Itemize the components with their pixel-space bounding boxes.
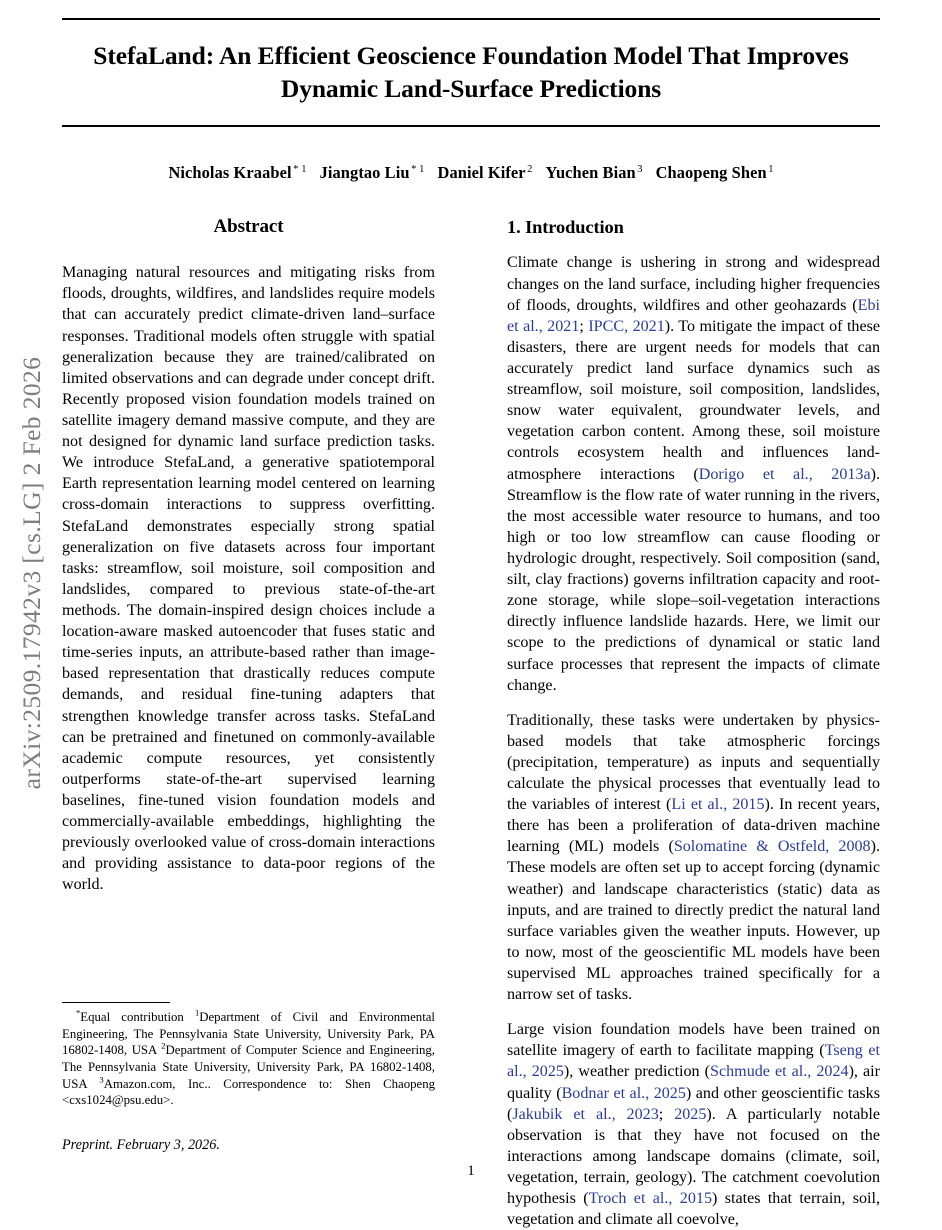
citation-link[interactable]: Schmude et al., 2024 — [710, 1063, 849, 1081]
author-affiliation-mark: * 1 — [411, 163, 425, 175]
citation-link[interactable]: Ebi et al., 2021 — [507, 296, 880, 335]
arxiv-stamp: arXiv:2509.17942v3 [cs.LG] 2 Feb 2026 — [17, 356, 46, 790]
intro-paragraph-1: Climate change is ushering in strong and widespread changes on the land surface, including higher frequencies of floods, droughts, wildfires and other geohazards (Ebi et al., 2021; IPCC, 2021). To mitigate the impact of these disasters, there are urgent needs for models that can accurately predict land surface dynamics such as streamflow, soil moisture, soil composition, landslides, snow water equivalent, groundwater levels, and vegetation carbon content. Among these, soil moisture controls ecosystem health and influences land-atmosphere interactions (Dorigo et al., 2013a). Streamflow is the flow rate of water running in the rivers, the most accessible water resource to humans, and too high or too low streamflow can cause flooding or hydrologic drought, respectively. Soil composition (sand, silt, clay fractions) governs infiltration capacity and root-zone storage, while slope–soil-vegetation interactions directly influence landslide hazards. Here, we limit our scope to the predictions of dynamical or static land surface processes that represent the impacts of climate change. — [507, 254, 881, 694]
author-4: Yuchen Bian $^3$ — [545, 163, 643, 183]
title-rule-bottom — [62, 125, 880, 127]
footnote-block — [62, 1002, 435, 1154]
citation-link[interactable]: Jakubik et al., 2023 — [512, 1105, 659, 1123]
preprint-notice: Preprint. February 3, 2026. — [62, 1136, 220, 1153]
page-title: StefaLand: An Efficient Geoscience Foundation Model That Improves Dynamic Land-Surface Predictions — [93, 41, 849, 104]
footnote-mark: 3 — [99, 1074, 104, 1085]
title-rule-top — [62, 18, 880, 20]
page-number: 1 — [467, 1163, 475, 1179]
author-affiliation-mark: 2 — [527, 163, 533, 175]
citation-link[interactable]: Tseng et al., 2025 — [507, 1042, 880, 1081]
footnote-mark: 2 — [161, 1040, 166, 1051]
author-1: Nicholas Kraabel $^{* 1}$ — [168, 163, 307, 183]
right-column — [507, 215, 880, 1230]
citation-link[interactable]: Troch et al., 2015 — [588, 1190, 712, 1208]
footnote-mark: * — [76, 1007, 81, 1018]
abstract-body: Managing natural resources and mitigating risks from floods, droughts, wildfires, and landslides require models that can accurately predict climate-driven land–surface responses. Traditional models often struggle with spatial generalization because they are trained/calibrated on limited observations and can degrade under concept drift. Recently proposed vision foundation models trained on satellite imagery demand massive compute, and they are not designed for dynamic land surface prediction tasks. We introduce StefaLand, a generative spatiotemporal Earth representation learning model centered on learning cross-domain interactions to suppress overfitting. StefaLand demonstrates especially strong spatial generalization on five datasets across four important tasks: streamflow, soil moisture, soil composition and landslides, compared to previous state-of-the-art methods. The domain-inspired design choices include a location-aware masked autoencoder that fuses static and time-series inputs, an attribute-based rather than image-based representation that drastically reduces compute demands, and residual fine-tuning adapters that strengthen knowledge transfer across tasks. StefaLand can be pretrained and finetuned on commonly-available academic compute resources, yet consistently outperforms state-of-the-art supervised learning baselines, fine-tuned vision foundation models and commercially-available embeddings, highlighting the previously overlooked value of cross-domain interactions and providing assistance to data-poor regions of the world. — [62, 264, 435, 894]
author-affiliation-mark: 1 — [768, 163, 774, 175]
author-affiliation-mark: * 1 — [293, 163, 307, 175]
citation-link[interactable]: Li et al., 2015 — [671, 796, 765, 814]
author-2: Jiangtao Liu $^{* 1}$ — [319, 163, 425, 183]
intro-paragraph-2: Traditionally, these tasks were undertaken by physics-based models that take atmospheric forcings (precipitation, temperature) as inputs and sequentially calculate the physical processes that eventually lead to the variables of interest (Li et al., 2015). In recent years, there has been a proliferation of data-driven machine learning (ML) models (Solomatine & Ostfeld, 2008). These models are often set up to accept forcing (dynamic weather) and landscape characteristics (static) data as inputs, and are trained to directly predict the natural land surface variables given the weather inputs. However, up to now, most of the geoscientific ML models have been supervised ML approaches trained specifically for a narrow set of tasks. — [507, 711, 880, 1004]
introduction-heading: 1. Introduction — [507, 217, 624, 238]
citation-link[interactable]: Solomatine & Ostfeld, 2008 — [673, 838, 871, 856]
citation-link[interactable]: Dorigo et al., 2013a — [698, 465, 871, 483]
footnote-rule — [62, 1002, 170, 1003]
author-affiliation-mark: 3 — [637, 163, 643, 175]
author-5: Chaopeng Shen $^1$ — [655, 163, 774, 183]
citation-link[interactable]: 2025 — [674, 1105, 707, 1123]
author-3: Daniel Kifer $^2$ — [437, 163, 533, 183]
footnote-mark: 1 — [194, 1007, 200, 1018]
citation-link[interactable]: Bodnar et al., 2025 — [561, 1084, 686, 1102]
footnote-affiliations: *Equal contribution $^1$Department of Civil and Environmental Engineering, The Pennsylvania State University, University Park, PA 16802-1408, USA $^2$Department of Computer Science and Engineering, The Pennsylvania State University, University Park, PA 16802-1408, USA $^3$Amazon.com, Inc.. Correspondence to: Shen Chaopeng <cxs1024@psu.edu>. — [62, 1007, 436, 1108]
citation-link[interactable]: IPCC, 2021 — [588, 317, 665, 335]
intro-paragraph-3: Large vision foundation models have been trained on satellite imagery of earth to facilitate mapping (Tseng et al., 2025), weather prediction (Schmude et al., 2024), air quality (Bodnar et al., 2025) and other geoscientific tasks (Jakubik et al., 2023; 2025). A particularly notable observation is that they have not focused on the interactions among landscape domains (climate, soil, vegetation, terrain, geology). The catchment coevolution hypothesis (Troch et al., 2015) states that terrain, soil, vegetation and climate all coevolve, — [507, 1021, 881, 1229]
abstract-heading: Abstract — [213, 216, 284, 238]
author-list — [62, 163, 880, 183]
introduction-paragraphs — [507, 252, 880, 1230]
